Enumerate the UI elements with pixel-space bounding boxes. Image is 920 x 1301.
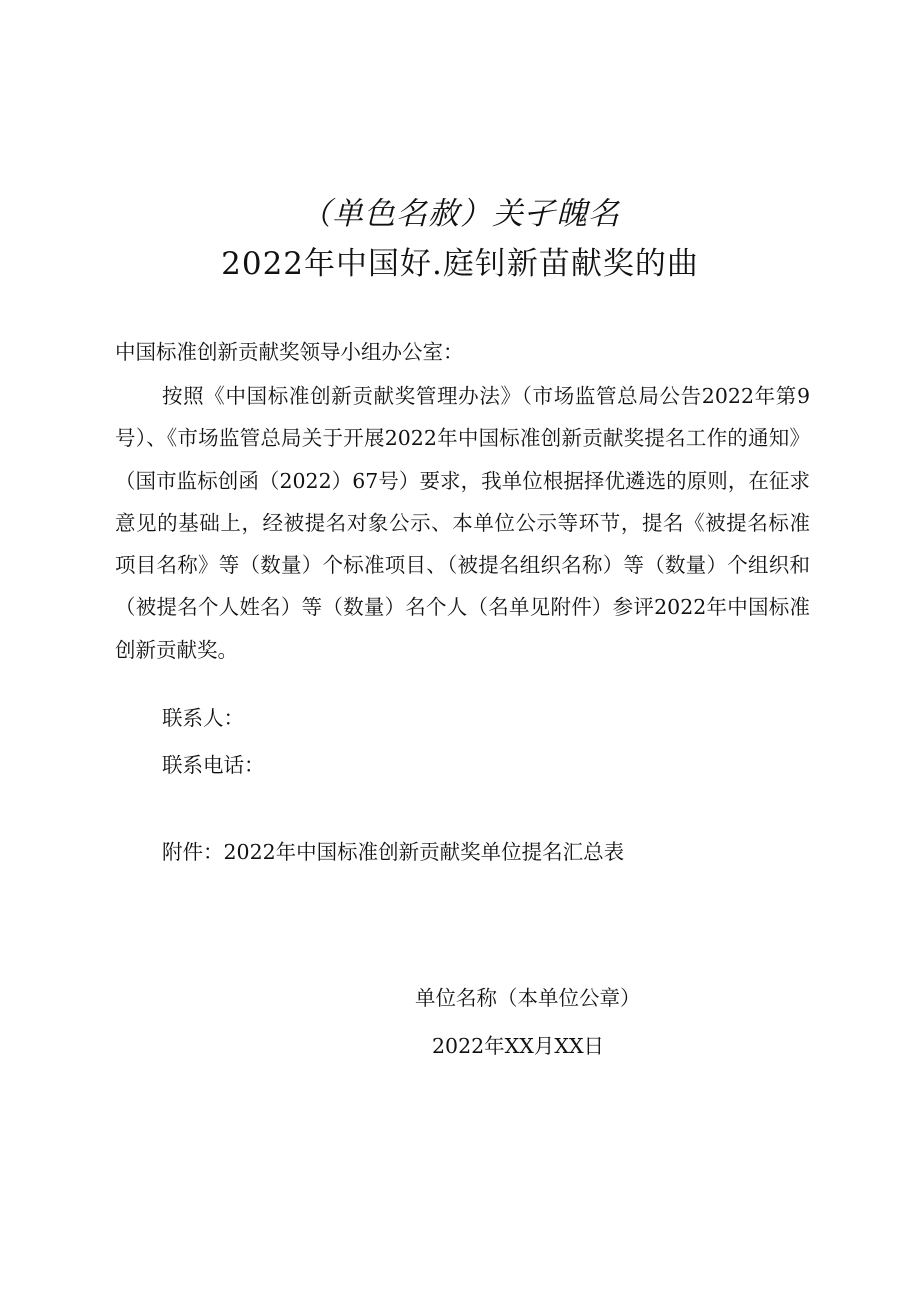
signature-date: 2022年XX月XX日 xyxy=(432,1034,605,1058)
title-line-1: （单色名赦）关孑魄名 xyxy=(300,196,620,232)
contact-person-label: 联系人： xyxy=(162,706,244,730)
salutation: 中国标准创新贡献奖领导小组办公室： xyxy=(115,340,464,364)
attachment-note: 附件：2022年中国标准创新贡献奖单位提名汇总表 xyxy=(162,840,625,864)
body-paragraph: 按照《中国标准创新贡献奖管理办法》（市场监管总局公告2022年第9号）、《市场监管总局关于开展2022年中国标准创新贡献奖提名工作的通知》（国市监标创函（2022）67号）要求，我单位根据择优遴选的原则，在征求意见的基础上，经被提名对象公示、本单位公示等环节，提名《被提名标准项目名称》等（数量）个标准项目、（被提名组织名称）等（数量）个组织和（被提名个人姓名）等（数量）名个人（名单见附件）参评2022年中国标准创新贡献奖。 xyxy=(115,384,810,662)
contact-phone-label: 联系电话： xyxy=(162,753,265,777)
unit-name-signature: 单位名称（本单位公章） xyxy=(415,986,641,1010)
title-line-2: 2022年中国好.庭钊新苗献奖的曲 xyxy=(221,246,699,282)
